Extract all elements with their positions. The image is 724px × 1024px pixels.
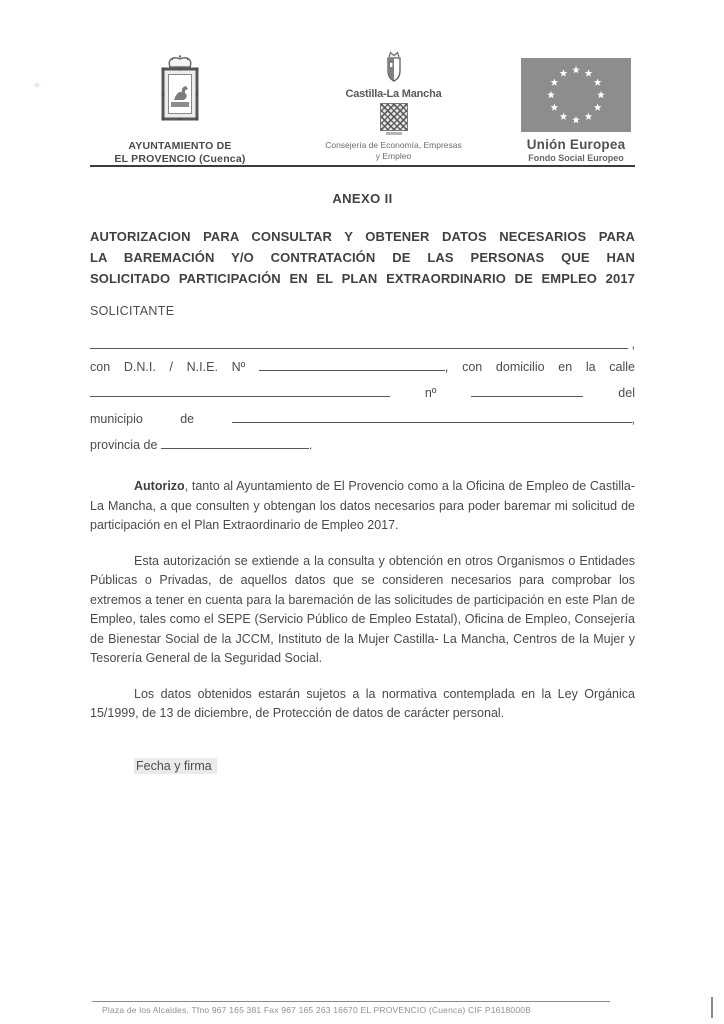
- eu-name: Unión Europea: [526, 137, 626, 152]
- address-label: , con domicilio en la calle: [444, 360, 635, 374]
- document-body: [90, 191, 635, 775]
- applicant-name-line: [90, 335, 635, 349]
- province-blank: [161, 436, 309, 449]
- province-line: [90, 436, 635, 453]
- date-signature-label: Fecha y firma: [134, 758, 217, 774]
- document-title-line2: LA BAREMACIÓN Y/O CONTRATACIÓN DE LAS PERSONAS QUE HAN: [90, 250, 635, 265]
- dni-blank: [259, 358, 445, 371]
- page-footer: [92, 1001, 610, 1015]
- province-period: .: [308, 438, 313, 452]
- authorization-rest: , tanto al Ayuntamiento de El Provencio como a la Oficina de Empleo de Castilla- La Mancha, a que consulten y obtengan los datos necesarios para poder baremar mi solicitud de participación en el Plan Extraordinario de Empleo 2017.: [90, 479, 635, 532]
- dni-address-line: [90, 358, 635, 375]
- document-title-line1: AUTORIZACION PARA CONSULTAR Y OBTENER DATOS NECESARIOS PARA: [90, 229, 635, 244]
- street-blank: [90, 384, 390, 397]
- name-line-comma: ,: [631, 337, 635, 351]
- applicant-name-blank: [90, 335, 628, 349]
- street-number-line: [90, 384, 635, 401]
- applicant-label: SOLICITANTE: [90, 304, 175, 318]
- annex-title: ANEXO II: [332, 191, 393, 206]
- municipality-label: municipio de: [90, 412, 195, 426]
- municipality-line: [90, 410, 635, 427]
- clm-logo-block: [324, 50, 464, 161]
- clm-region-name: Castilla-La Mancha: [345, 88, 442, 100]
- extension-paragraph: Esta autorización se extiende a la consulta y obtención en otros Organismos o Entidades Públicas o Privadas, de aquellos datos que se consideren necesarios para comprobar los extremos a tener en cuenta para la baremación de las solicitudes de participación en este Plan de Empleo, tales como el SEPE (Servicio Público de Empleo Estatal), Oficina de Empleo, Consejería de Bienestar Social de la JCCM, Instituto de la Mujer Castilla- La Mancha, Centros de la Mujer y Tesorería General de la Seguridad Social.: [90, 553, 635, 665]
- ayuntamiento-logo-block: [90, 50, 270, 166]
- document-header: [90, 50, 635, 166]
- eu-flag-icon: [521, 58, 631, 132]
- authorization-lead: Autorizo: [134, 479, 185, 493]
- ayuntamiento-name-line1: AYUNTAMIENTO DE: [128, 140, 232, 152]
- dni-label: con D.N.I. / N.I.E. Nº: [90, 360, 246, 374]
- clm-microtext-mark: [386, 132, 402, 135]
- municipality-comma: ,: [631, 412, 635, 426]
- street-suffix-label: del: [618, 386, 635, 400]
- footer-address-text: Plaza de los Alcaldes, Tfno 967 165 381 Fax 967 165 263 16670 EL PROVENCIO (Cuenca) CIF P1618000B: [102, 1005, 532, 1015]
- data-protection-paragraph: Los datos obtenidos estarán sujetos a la normativa contemplada en la Ley Orgánica 15/1999, de 13 de diciembre, de Protección de datos de carácter personal.: [90, 686, 635, 720]
- scan-smudge-artifact: [33, 82, 41, 88]
- document-title: [90, 226, 635, 289]
- eu-subtitle: Fondo Social Europeo: [528, 153, 624, 163]
- province-label: provincia de: [90, 438, 158, 452]
- municipality-blank: [232, 410, 632, 423]
- document-title-line3: SOLICITADO PARTICIPACIÓN EN EL PLAN EXTRAORDINARIO DE EMPLEO 2017: [90, 271, 635, 286]
- ayuntamiento-name: [90, 140, 270, 166]
- municipal-crest-icon: [151, 54, 209, 132]
- scan-edge-artifact: [711, 997, 713, 1018]
- ayuntamiento-name-line2: EL PROVENCIO (Cuenca): [114, 153, 246, 165]
- eu-logo-block: [517, 50, 635, 163]
- street-number-blank: [471, 384, 583, 397]
- authorization-paragraph: [90, 477, 635, 536]
- street-number-label: nº: [424, 386, 437, 400]
- clm-checker-icon: [380, 103, 408, 131]
- clm-department: Consejería de Economía, Empresas y Empleo: [325, 140, 462, 161]
- clm-shield-icon: [381, 50, 407, 86]
- header-divider-line: [90, 165, 635, 167]
